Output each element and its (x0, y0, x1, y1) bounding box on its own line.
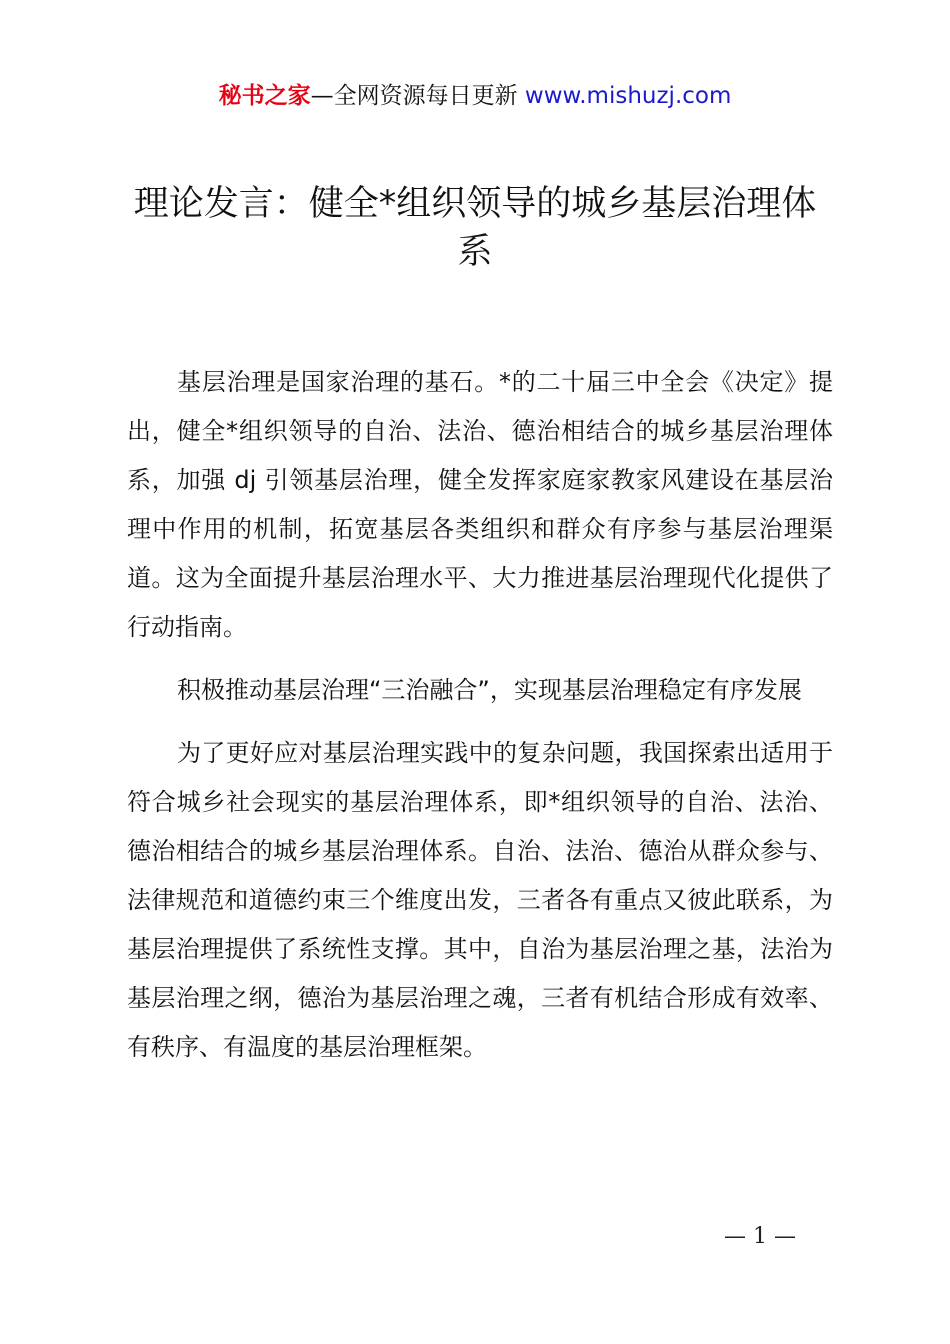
site-url-link[interactable]: www.mishuzj.com (524, 83, 732, 109)
document-body (127, 358, 833, 1086)
site-tagline: —全网资源每日更新 (310, 83, 525, 109)
paragraph-body: 为了更好应对基层治理实践中的复杂问题，我国探索出适用于符合城乡社会现实的基层治理体系，即*组织领导的自治、法治、德治相结合的城乡基层治理体系。自治、法治、德治从群众参与、法律规范和道德约束三个维度出发，三者各有重点又彼此联系，为基层治理提供了系统性支撑。其中，自治为基层治理之基，法治为基层治理之纲，德治为基层治理之魂，三者有机结合形成有效率、有秩序、有温度的基层治理框架。 (127, 739, 833, 1061)
site-brand: 秘书之家 (218, 83, 311, 109)
page-number: — 1 — (724, 1224, 796, 1249)
site-header (0, 80, 950, 112)
paragraph-intro: 基层治理是国家治理的基石。*的二十届三中全会《决定》提出，健全*组织领导的自治、法治、德治相结合的城乡基层治理体系，加强 dj 引领基层治理，健全发挥家庭家教家风建设在基层治理中作用的机制，拓宽基层各类组织和群众有序参与基层治理渠道。这为全面提升基层治理水平、大力推进基层治理现代化提供了行动指南。 (127, 368, 833, 641)
section-heading: 积极推动基层治理“三治融合”，实现基层治理稳定有序发展 (177, 676, 802, 704)
document-title: 理论发言：健全*组织领导的城乡基层治理体系 (133, 184, 817, 272)
